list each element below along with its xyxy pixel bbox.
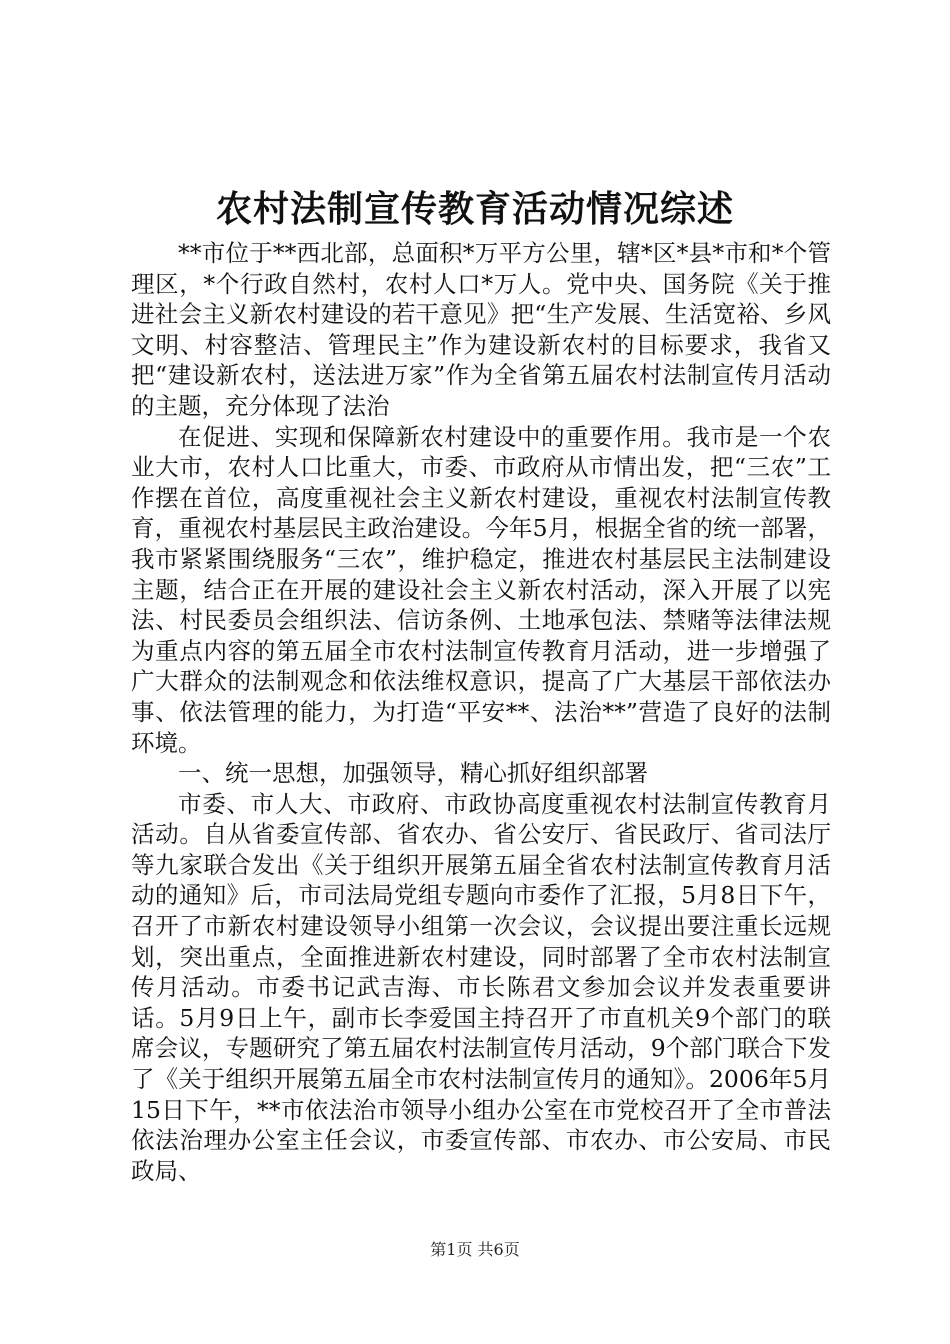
page-footer: 第1页 共6页 [430,1240,520,1259]
document-body [131,238,831,1186]
section-paragraph: 市委、市人大、市政府、市政协高度重视农村法制宣传教育月活动。自从省委宣传部、省农办、省公安厅、省民政厅、省司法厅等九家联合发出《关于组织开展第五届全省农村法制宣传教育月活动的通知》后，市司法局党组专题向市委作了汇报，5月8日下午，召开了市新农村建设领导小组第一次会议，会议提出要注重长远规划，突出重点，全面推进新农村建设，同时部署了全市农村法制宣传月活动。市委书记武吉海、市长陈君文参加会议并发表重要讲话。5月9日上午，副市长李爱国主持召开了市直机关9个部门的联席会议，专题研究了第五届农村法制宣传月活动，9个部门联合下发了《关于组织开展第五届全市农村法制宣传月的通知》。2006年5月15日下午，**市依法治市领导小组办公室在市党校召开了全市普法依法治理办公室主任会议，市委宣传部、市农办、市公安局、市民政局、 [131,789,831,1185]
body-paragraph-intro: **市位于**西北部，总面积*万平方公里，辖*区*县*市和*个管理区，*个行政自然村，农村人口*万人。党中央、国务院《关于推进社会主义新农村建设的若干意见》把“生产发展、生活宽裕、乡风文明、村容整洁、管理民主”作为建设新农村的目标要求，我省又把“建设新农村，送法进万家”作为全省第五届农村法制宣传月活动的主题，充分体现了法治 [131,239,831,420]
document-title: 农村法制宣传教育活动情况综述 [215,188,734,230]
section-heading: 一、统一思想，加强领导，精心抓好组织部署 [178,759,648,788]
body-paragraph-background: 在促进、实现和保障新农村建设中的重要作用。我市是一个农业大市，农村人口比重大，市委、市政府从市情出发，把“三农”工作摆在首位，高度重视社会主义新农村建设，重视农村法制宣传教育，重视农村基层民主政治建设。今年5月，根据全省的统一部署，我市紧紧围绕服务“三农”，维护稳定，推进农村基层民主法制建设主题，结合正在开展的建设社会主义新农村活动，深入开展了以宪法、村民委员会组织法、信访条例、土地承包法、禁赌等法律法规为重点内容的第五届全市农村法制宣传教育月活动，进一步增强了广大群众的法制观念和依法维权意识，提高了广大基层干部依法办事、依法管理的能力，为打造“平安**、法治**”营造了良好的法制环境。 [131,422,831,757]
